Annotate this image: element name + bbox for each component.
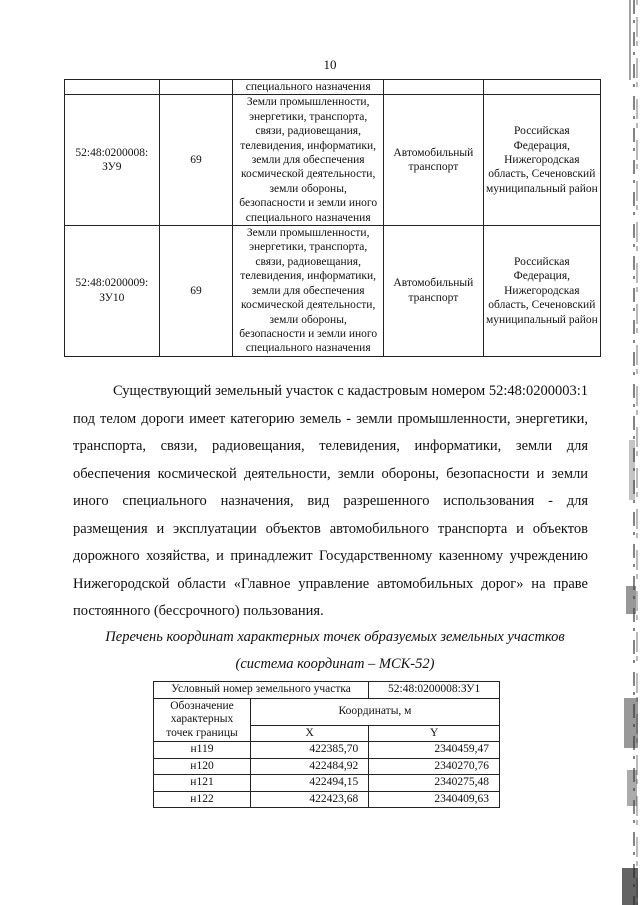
table-cell bbox=[384, 80, 484, 95]
x-cell: 422423,68 bbox=[251, 791, 369, 808]
category-line: телевидения, информатики, bbox=[240, 139, 377, 152]
y-cell: 2340275,48 bbox=[369, 775, 500, 792]
coords-header-cell: Координаты, м bbox=[251, 698, 500, 725]
table-cell bbox=[159, 80, 233, 95]
y-cell: 2340270,76 bbox=[369, 758, 500, 775]
table-row bbox=[154, 791, 500, 808]
x-cell: 422494,15 bbox=[251, 775, 369, 792]
category-line: космической деятельности, bbox=[240, 299, 376, 312]
x-cell: 422385,70 bbox=[251, 742, 369, 759]
parcel-label-cell: Условный номер земельного участка bbox=[154, 682, 369, 699]
category-line: энергетики, транспорта, bbox=[249, 110, 368, 123]
category-line: безопасности и земли иного bbox=[239, 327, 378, 340]
scan-edge-noise bbox=[612, 0, 640, 905]
table-cell bbox=[483, 80, 600, 95]
category-line: Земли промышленности, bbox=[246, 96, 370, 109]
permitted-use-cell: Автомобильный транспорт bbox=[384, 95, 484, 226]
point-cell: н121 bbox=[154, 775, 251, 792]
cadastral-number-cell: 52:48:0200009: ЗУ10 bbox=[65, 226, 160, 357]
land-category-cell bbox=[233, 226, 384, 357]
category-line: Земли промышленности, bbox=[246, 227, 370, 240]
point-cell: н122 bbox=[154, 791, 251, 808]
category-line: безопасности и земли иного bbox=[239, 197, 378, 210]
point-cell: н119 bbox=[154, 742, 251, 759]
category-line: телевидения, информатики, bbox=[240, 270, 377, 283]
owner-cell: Российская Федерация, Нижегородская область, Сеченовский муниципальный район bbox=[483, 226, 600, 357]
category-line: специального назначения bbox=[245, 211, 371, 224]
table-row bbox=[154, 742, 500, 759]
permitted-use-cell: Автомобильный транспорт bbox=[384, 226, 484, 357]
parcel-value-cell: 52:48:0200008:ЗУ1 bbox=[369, 682, 500, 699]
category-line: земли обороны, bbox=[269, 313, 347, 326]
cadastral-number-cell: 52:48:0200008: ЗУ9 bbox=[65, 95, 160, 226]
table-row bbox=[65, 95, 601, 226]
coords-caption-title: Перечень координат характерных точек образуемых земельных участков bbox=[105, 629, 565, 645]
category-line: связи, радиовещания, bbox=[255, 125, 361, 138]
category-line: земли для обеспечения bbox=[251, 284, 365, 297]
y-cell: 2340459,47 bbox=[369, 742, 500, 759]
category-line: земли для обеспечения bbox=[251, 154, 365, 167]
table-row bbox=[154, 698, 500, 725]
table-cell bbox=[65, 80, 160, 95]
y-header-cell: Y bbox=[369, 725, 500, 742]
coordinates-table bbox=[153, 681, 500, 808]
owner-cell: Российская Федерация, Нижегородская область, Сеченовский муниципальный район bbox=[483, 95, 600, 226]
paragraph-text: Существующий земельный участок с кадастровым номером 52:48:0200003:1 под телом дороги имеет категорию земель - земли промышленности, энергетики, транспорта, связи, радиовещания, телевидения, информатики, земли для обеспечения космической деятельности, земли обороны, безопасности и земли иного специального назначения, вид разрешенного использования - для размещения и эксплуатации объектов автомобильного транспорта и объектов дорожного хозяйства, и принадлежит Государственному казенному учреждению Нижегородской области «Главное управление автомобильных дорог» на праве постоянного (бессрочного) пользования. bbox=[73, 383, 588, 619]
table-cell: специального назначения bbox=[233, 80, 384, 95]
table-row bbox=[65, 226, 601, 357]
category-line: земли обороны, bbox=[269, 182, 347, 195]
category-line: энергетики, транспорта, bbox=[249, 241, 368, 254]
land-parcels-table bbox=[64, 79, 601, 357]
page-number: 10 bbox=[323, 57, 337, 72]
coords-caption-system: (система координат – МСК-52) bbox=[235, 656, 435, 672]
category-line: космической деятельности, bbox=[240, 168, 376, 181]
x-header-cell: X bbox=[251, 725, 369, 742]
table-row bbox=[65, 80, 601, 95]
table-row bbox=[154, 682, 500, 699]
x-cell: 422484,92 bbox=[251, 758, 369, 775]
points-header-cell: Обозначение характерных точек границы bbox=[154, 698, 251, 742]
category-line: связи, радиовещания, bbox=[255, 255, 361, 268]
land-category-cell bbox=[233, 95, 384, 226]
y-cell: 2340409,63 bbox=[369, 791, 500, 808]
area-cell: 69 bbox=[159, 226, 233, 357]
table-row bbox=[154, 758, 500, 775]
body-paragraph bbox=[73, 378, 588, 626]
area-cell: 69 bbox=[159, 95, 233, 226]
point-cell: н120 bbox=[154, 758, 251, 775]
category-line: специального назначения bbox=[245, 342, 371, 355]
table-row bbox=[154, 775, 500, 792]
